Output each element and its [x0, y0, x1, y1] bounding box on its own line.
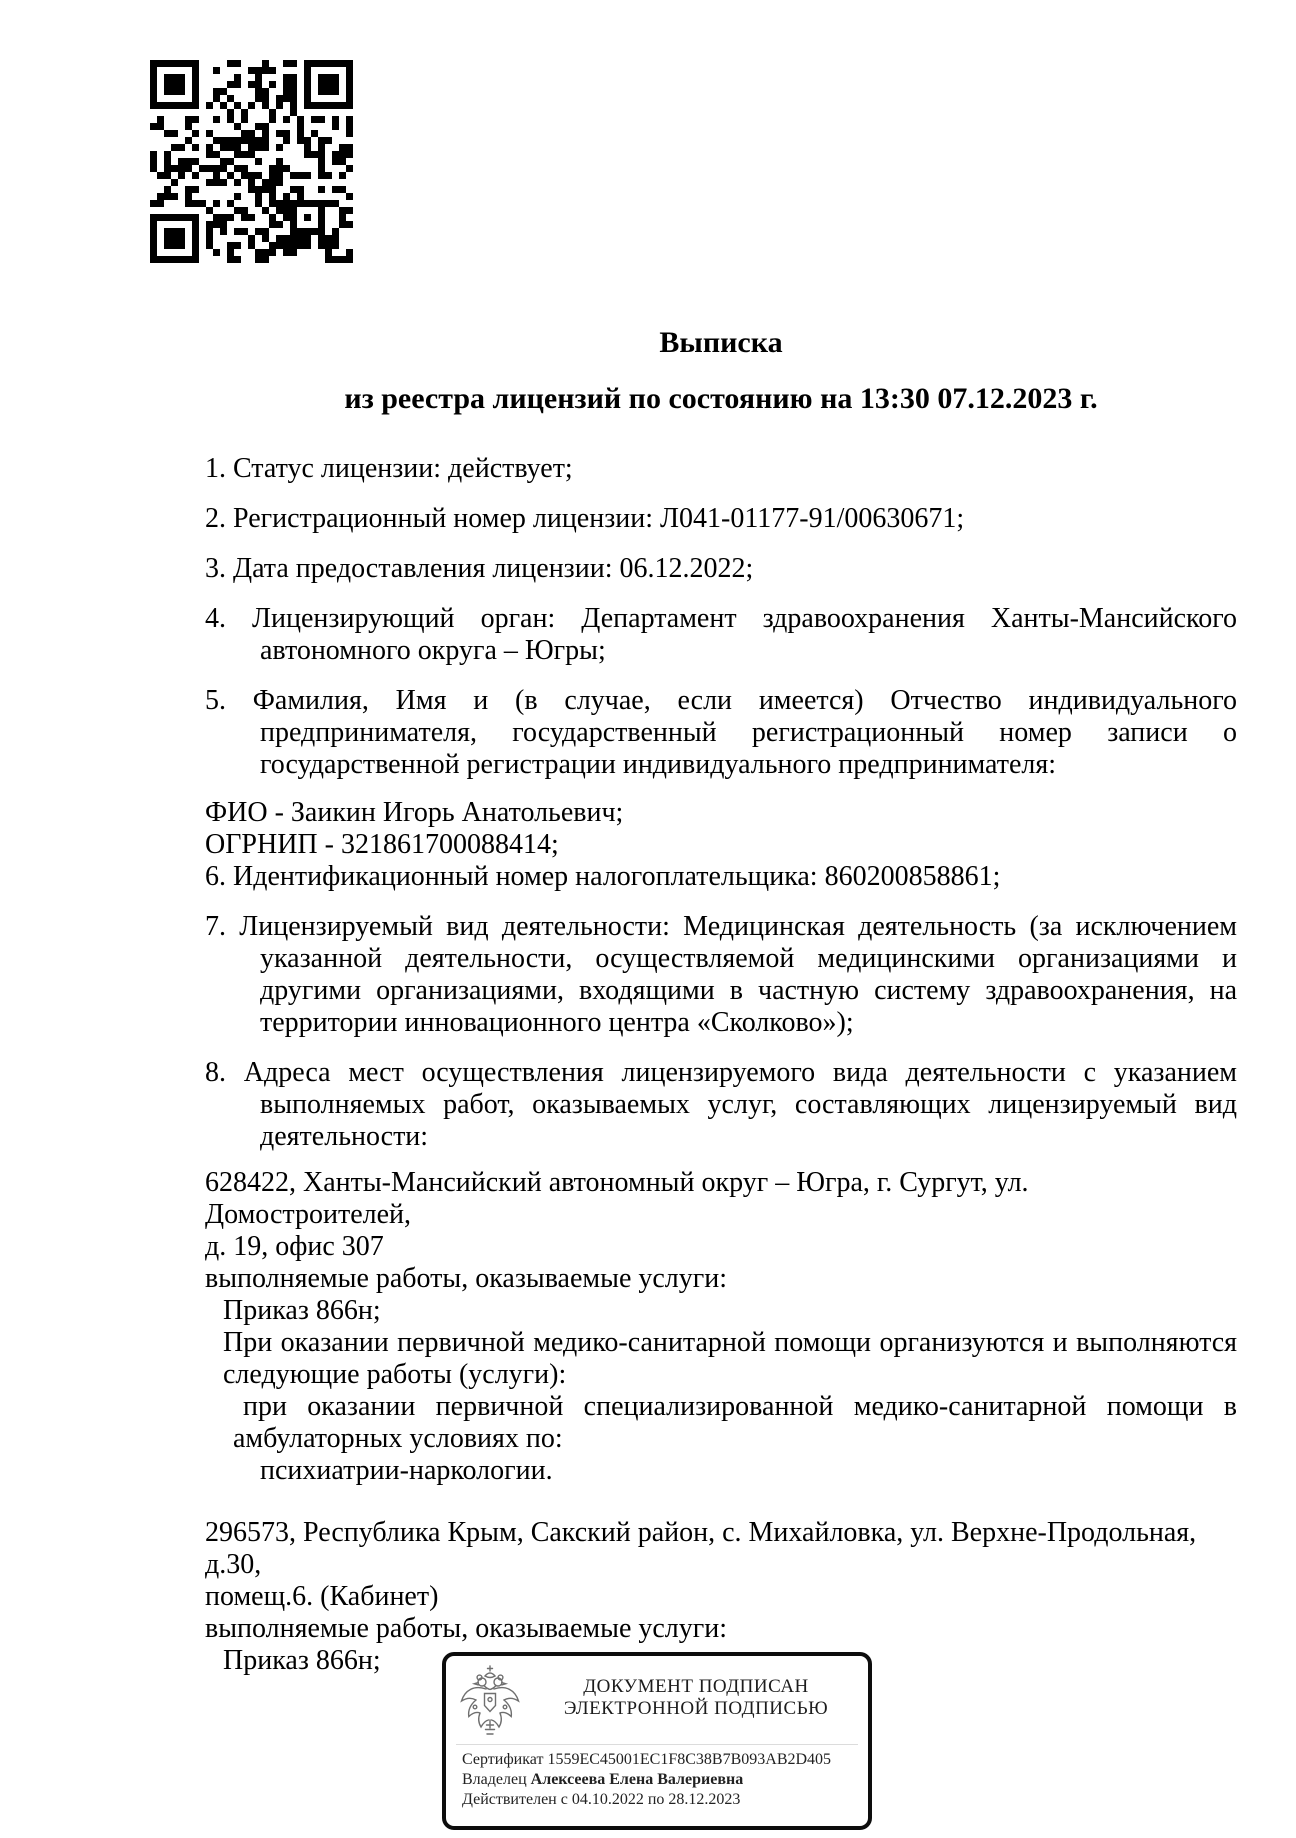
license-item-6: 6. Идентификационный номер налогоплательщика: 860200858861;: [205, 861, 1001, 892]
signature-stamp-header: [446, 1656, 868, 1744]
works-label-1: выполняемые работы, оказываемые услуги:: [205, 1263, 728, 1294]
address-2-line-2: помещ.6. (Кабинет): [205, 1581, 439, 1612]
address-1-line-1: 628422, Ханты-Мансийский автономный округ – Югра, г. Сургут, ул. Домостроителей,: [205, 1167, 1029, 1230]
owner-label: Владелец: [462, 1771, 531, 1788]
signature-stamp: [442, 1652, 872, 1830]
qr-code: [150, 60, 360, 266]
stamp-fields: [462, 1750, 860, 1810]
license-item-7: 7. Лицензируемый вид деятельности: Медицинская деятельность (за исключением указанной деятельности, осуществляемой медицинскими организациями и другими организациями, входящими в частную систему здравоохранения, на территории инновационного центра «Сколково»);: [205, 911, 1237, 1038]
order-866n-2: Приказ 866н;: [223, 1645, 381, 1676]
validity-row: Действителен с 04.10.2022 по 28.12.2023: [462, 1791, 741, 1808]
license-item-2: 2. Регистрационный номер лицензии: Л041-01177-91/00630671;: [205, 503, 965, 534]
entrepreneur-block: [205, 797, 1237, 893]
license-item-3: 3. Дата предоставления лицензии: 06.12.2022;: [205, 553, 754, 584]
owner-value: Алексеева Елена Валериевна: [530, 1771, 744, 1788]
stamp-title: [530, 1676, 862, 1720]
spacer: [205, 1487, 1237, 1517]
license-item-8: 8. Адреса мест осуществления лицензируемого вида деятельности с указанием выполняемых работ, оказываемых услуг, составляющих лицензируемый вид деятельности:: [205, 1057, 1237, 1152]
certificate-value: 1559EC45001EC1F8C38B7B093AB2D405: [547, 1751, 832, 1768]
owner-row: [462, 1770, 860, 1790]
address-1-line-2: д. 19, офис 307: [205, 1231, 384, 1262]
coat-of-arms-icon: [458, 1664, 522, 1740]
specialty-text: психиатрии-наркологии.: [260, 1455, 553, 1486]
entrepreneur-fio: ФИО - Заикин Игорь Анатольевич;: [205, 797, 624, 828]
address-block-1: [205, 1167, 1237, 1487]
entrepreneur-ogrnip: ОГРНИП - 321861700088414;: [205, 829, 559, 860]
license-item-1: 1. Статус лицензии: действует;: [205, 453, 573, 484]
stamp-title-line-2: ЭЛЕКТРОННОЙ ПОДПИСЬЮ: [563, 1698, 829, 1719]
license-item-5: 5. Фамилия, Имя и (в случае, если имеется) Отчество индивидуального предпринимателя, государственный регистрационный номер записи о государственной регистрации индивидуального предпринимателя:: [205, 685, 1237, 780]
license-item-4: 4. Лицензирующий орган: Департамент здравоохранения Ханты-Мансийского автономного округа – Югры;: [205, 603, 1237, 666]
page-subtitle: из реестра лицензий по состоянию на 13:30 07.12.2023 г.: [344, 382, 1098, 415]
certificate-row: [462, 1750, 860, 1770]
primary-care-text: При оказании первичной медико-санитарной помощи организуются и выполняются следующие работы (услуги):: [223, 1327, 1237, 1390]
works-label-2: выполняемые работы, оказываемые услуги:: [205, 1613, 728, 1644]
page-title: Выписка: [659, 326, 783, 359]
address-2-line-1: 296573, Республика Крым, Сакский район, с. Михайловка, ул. Верхне-Продольная, д.30,: [205, 1517, 1197, 1580]
stamp-title-line-1: ДОКУМЕНТ ПОДПИСАН: [583, 1676, 809, 1697]
certificate-label: Сертификат: [462, 1751, 548, 1768]
document-content: [205, 325, 1237, 1677]
stamp-divider: [456, 1744, 858, 1745]
specialized-care-text: при оказании первичной специализированной медико-санитарной помощи в амбулаторных условиях по:: [233, 1391, 1237, 1454]
order-866n-1: Приказ 866н;: [223, 1295, 381, 1326]
